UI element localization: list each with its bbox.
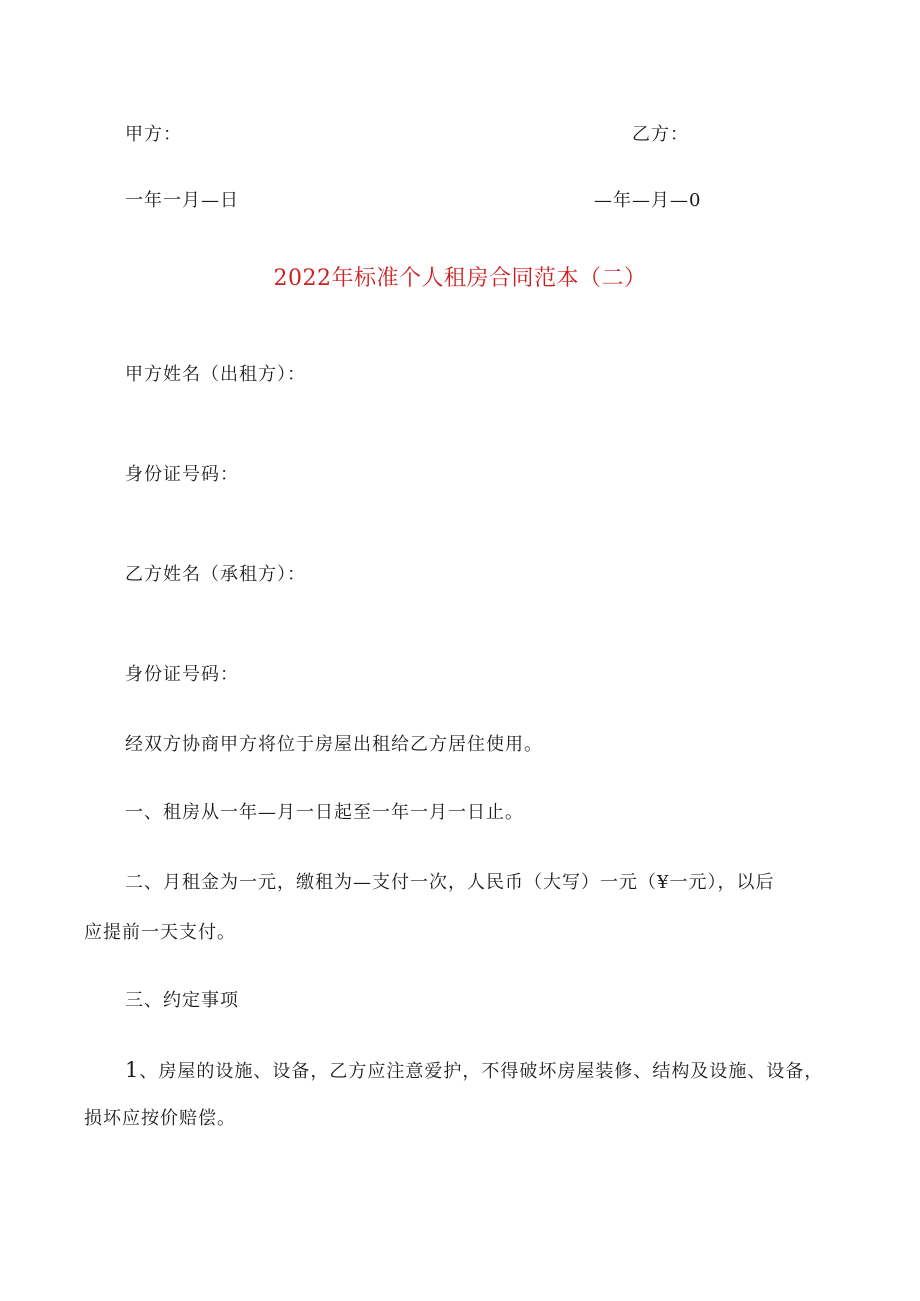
clause-2-line-2: 应提前一天支付。 <box>84 922 236 943</box>
item-1-number: 1 <box>125 1058 140 1082</box>
party-b-signature-date: —年—月—0 <box>594 190 702 211</box>
party-b-id-label: 身份证号码： <box>125 664 239 685</box>
clause-2-line-1: 二、月租金为一元，缴租为—支付一次，人民币（大写）一元（¥一元），以后 <box>125 872 775 893</box>
intro-paragraph: 经双方协商甲方将位于房屋出租给乙方居住使用。 <box>125 734 543 755</box>
party-b-name-label: 乙方姓名（承租方）： <box>125 564 306 585</box>
party-a-signature-date: 一年一月—日 <box>125 190 239 211</box>
clause-3-heading: 三、约定事项 <box>125 990 239 1011</box>
item-1-text: 、房屋的设施、设备，乙方应注意爱护，不得破坏房屋装修、结构及设施、设备， <box>139 1061 824 1082</box>
item-1-line-2: 损坏应按价赔偿。 <box>84 1108 236 1129</box>
party-a-name-label: 甲方姓名（出租方）： <box>125 364 306 385</box>
clause-1: 一、租房从一年—月一日起至一年一月一日止。 <box>125 802 524 823</box>
document-title: 2022年标准个人租房合同范本（二） <box>273 266 647 291</box>
item-1-line-1 <box>125 1060 823 1081</box>
party-b-signature-label: 乙方： <box>632 124 689 145</box>
party-a-id-label: 身份证号码： <box>125 464 239 485</box>
party-a-signature-label: 甲方： <box>125 124 182 145</box>
